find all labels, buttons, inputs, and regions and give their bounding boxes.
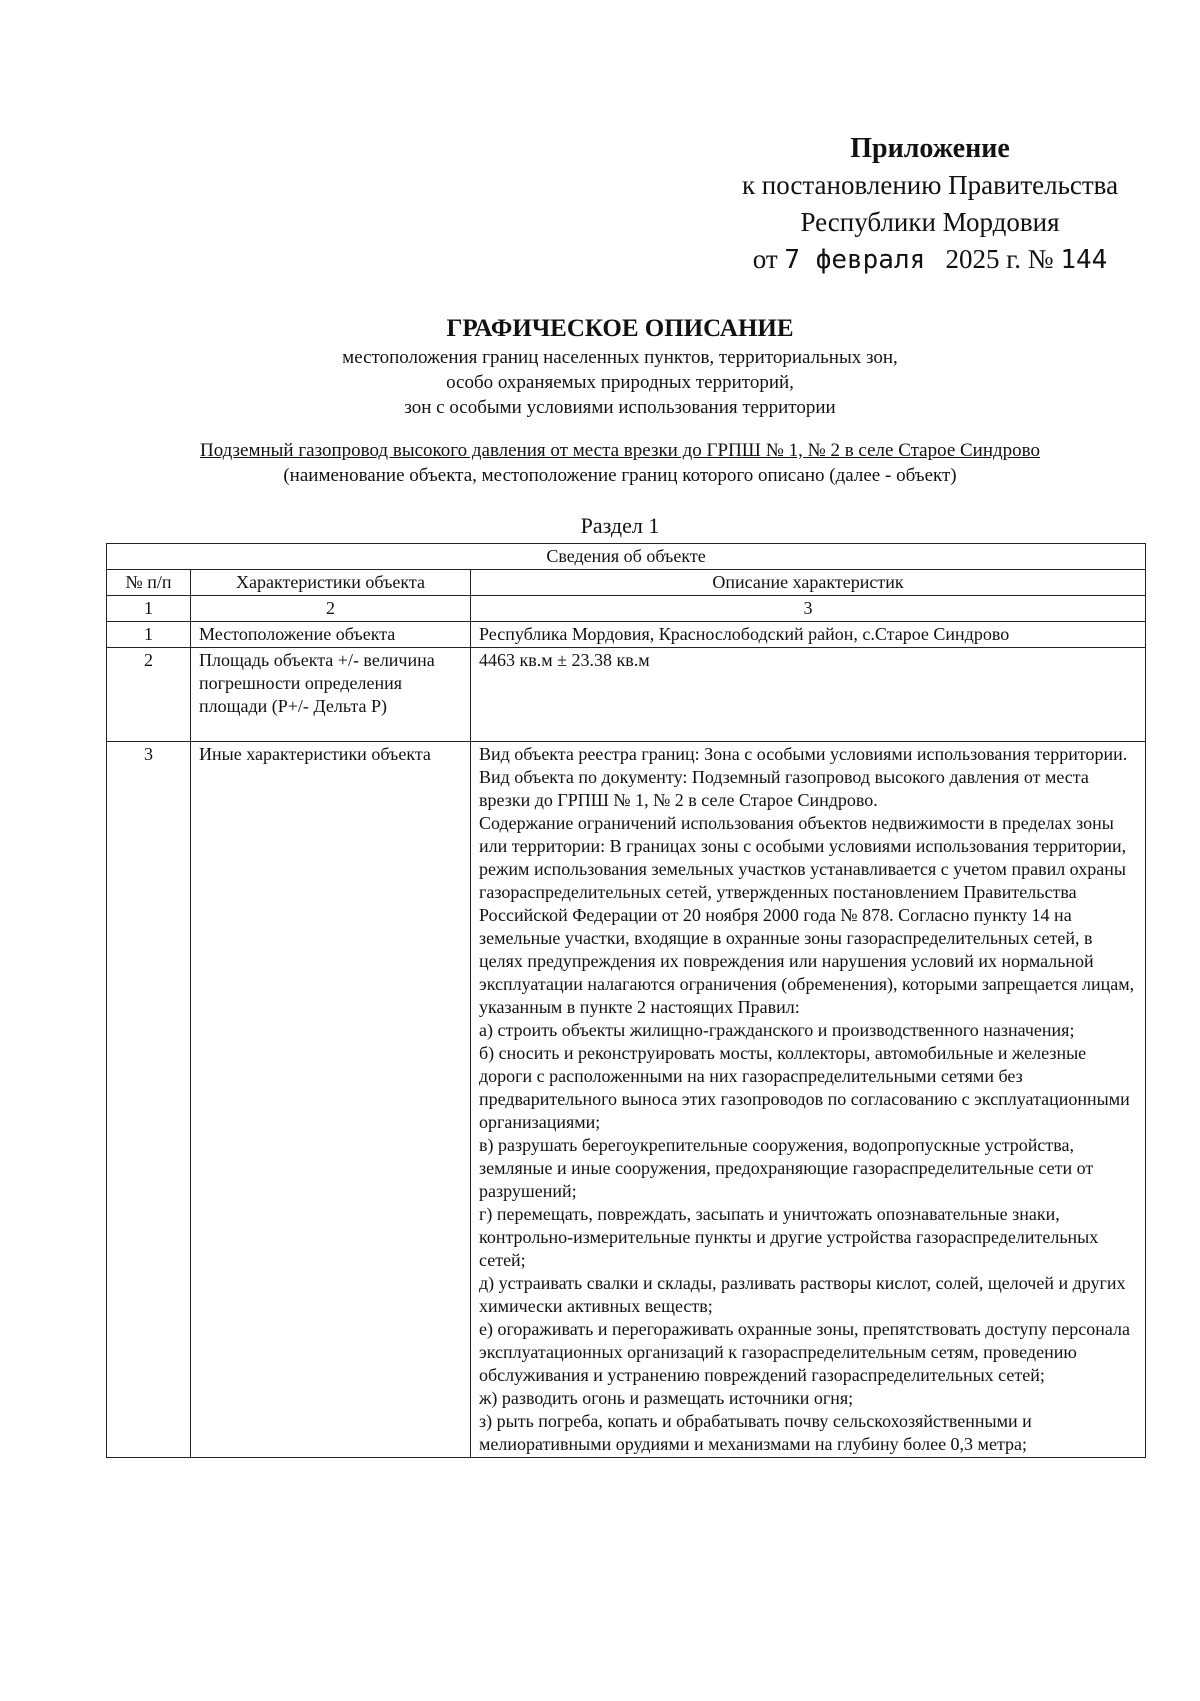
table-caption-row — [107, 544, 1146, 570]
table-row — [107, 742, 1146, 1458]
appendix-date — [720, 241, 1140, 279]
table-row — [107, 648, 1146, 742]
desc-paragraph: з) рыть погреба, копать и обрабатывать почву сельскохозяйственными и мелиоративными орудиями и механизмами на глубину более 0,3 метра; — [479, 1411, 1032, 1454]
subtitle-line-1: местоположения границ населенных пунктов, территориальных зон, — [342, 347, 898, 368]
row-desc — [471, 622, 1146, 648]
desc-paragraph: е) огораживать и перегораживать охранные зоны, препятствовать доступу персонала эксплуатационных организаций к газораспределительным сетям, проведению обслуживания и устранению повреждений газораспределительных сетей; — [479, 1319, 1130, 1385]
row-name: Площадь объекта +/- величина погрешности определения площади (P+/- Дельта P) — [191, 648, 471, 742]
decree-number: 144 — [1060, 245, 1108, 275]
object-caption: (наименование объекта, местоположение границ которого описано (далее - объект) — [283, 465, 957, 486]
table-header-row — [107, 570, 1146, 596]
header-num: № п/п — [107, 570, 191, 596]
desc-paragraph: Республика Мордовия, Краснослободский район, с.Старое Синдрово — [479, 624, 1010, 644]
table-colnum-row — [107, 596, 1146, 622]
date-day-month: 7 февраля — [784, 245, 926, 275]
desc-paragraph: Вид объекта реестра границ: Зона с особыми условиями использования территории. — [479, 744, 1128, 764]
desc-paragraph: 4463 кв.м ± 23.38 кв.м — [479, 650, 650, 670]
date-prefix: от — [752, 244, 778, 274]
appendix-line2: Республики Мордовия — [800, 207, 1060, 237]
section-label: Раздел 1 — [580, 513, 660, 538]
object-name-block — [0, 438, 1200, 488]
desc-paragraph: в) разрушать берегоукрепительные сооружения, водопропускные устройства, земляные и иные сооружения, предохраняющие газораспределительные сети от разрушений; — [479, 1135, 1094, 1201]
subtitle-line-2: особо охраняемых природных территорий, — [446, 372, 794, 393]
desc-paragraph: б) сносить и реконструировать мосты, коллекторы, автомобильные и железные дороги с расположенными на них газораспределительными сетями без предварительного выноса этих газопроводов по согласованию с эксплуатационными организациями; — [479, 1043, 1130, 1132]
document-header — [0, 313, 1200, 420]
desc-paragraph: Содержание ограничений использования объектов недвижимости в пределах зоны или территории: В границах зоны с особыми условиями использования территории, режим использования земельных участков устанавливается с учетом правил охраны газораспределительных сетей, утвержденных постановлением Правительства Российской Федерации от 20 ноября 2000 года № 878. Согласно пункту 14 на земельные участки, входящие в охранные зоны газораспределительных сетей, в целях предупреждения их повреждения или нарушения условий их нормальной эксплуатации налагаются ограничения (обременения), которыми запрещается лицам, указанным в пункте 2 настоящих Правил: — [479, 813, 1135, 1017]
document-title: ГРАФИЧЕСКОЕ ОПИСАНИЕ — [446, 315, 794, 342]
table-row — [107, 622, 1146, 648]
colnum-1: 1 — [107, 596, 191, 622]
header-description: Описание характеристик — [471, 570, 1146, 596]
row-name: Иные характеристики объекта — [191, 742, 471, 1458]
row-num: 3 — [107, 742, 191, 1458]
desc-paragraph: Вид объекта по документу: Подземный газопровод высокого давления от места врезки до ГРПШ № 1, № 2 в селе Старое Синдрово. — [479, 767, 1089, 810]
row-num: 2 — [107, 648, 191, 742]
appendix-block — [720, 130, 1140, 279]
desc-paragraph: ж) разводить огонь и размещать источники огня; — [479, 1388, 854, 1408]
object-info-table — [106, 543, 1146, 1458]
colnum-2: 2 — [191, 596, 471, 622]
row-desc — [471, 648, 1146, 742]
object-name: Подземный газопровод высокого давления от места врезки до ГРПШ № 1, № 2 в селе Старое Синдрово — [199, 440, 1041, 461]
desc-paragraph: д) устраивать свалки и склады, разливать растворы кислот, солей, щелочей и других химически активных веществ; — [479, 1273, 1126, 1316]
date-year: 2025 г. № — [945, 244, 1054, 274]
row-desc — [471, 742, 1146, 1458]
desc-paragraph: г) перемещать, повреждать, засыпать и уничтожать опознавательные знаки, контрольно-измерительные пункты и другие устройства газораспределительных сетей; — [479, 1204, 1099, 1270]
colnum-3: 3 — [471, 596, 1146, 622]
subtitle-line-3: зон с особыми условиями использования территории — [404, 397, 836, 418]
header-characteristic: Характеристики объекта — [191, 570, 471, 596]
table-caption: Сведения об объекте — [107, 544, 1146, 570]
row-name: Местоположение объекта — [191, 622, 471, 648]
appendix-title: Приложение — [850, 133, 1010, 164]
row-num: 1 — [107, 622, 191, 648]
desc-paragraph: а) строить объекты жилищно-гражданского и производственного назначения; — [479, 1020, 1075, 1040]
appendix-line1: к постановлению Правительства — [741, 170, 1119, 200]
